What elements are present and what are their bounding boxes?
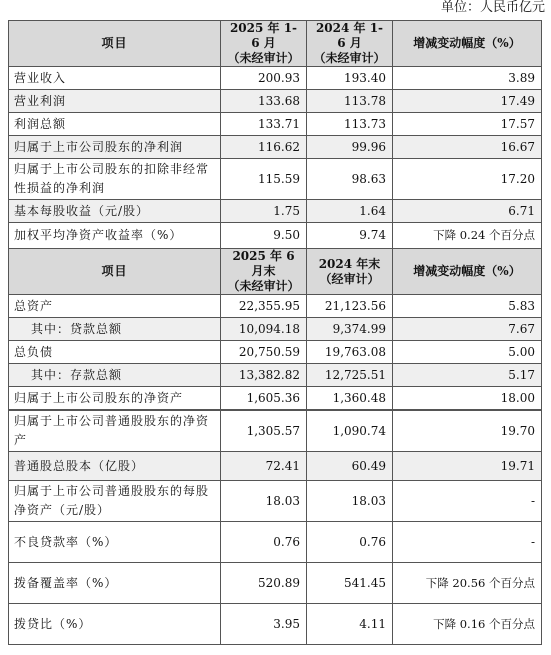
row-value-current: 13,382.82 bbox=[221, 364, 307, 387]
row-value-prior: 1.64 bbox=[307, 200, 393, 223]
financial-summary-table bbox=[8, 20, 542, 410]
row-label: 总负债 bbox=[9, 341, 221, 364]
row-label: 不良贷款率（%） bbox=[9, 522, 221, 563]
row-value-current: 10,094.18 bbox=[221, 318, 307, 341]
row-value-prior: 19,763.08 bbox=[307, 341, 393, 364]
row-value-current: 9.50 bbox=[221, 223, 307, 249]
table-row bbox=[9, 200, 542, 223]
header-item: 项目 bbox=[9, 249, 221, 295]
row-value-current: 3.95 bbox=[221, 604, 307, 645]
row-label: 拨备覆盖率（%） bbox=[9, 563, 221, 604]
row-value-current: 200.93 bbox=[221, 67, 307, 90]
row-change: 5.00 bbox=[393, 341, 542, 364]
header-col-2024end bbox=[307, 249, 393, 295]
row-value-prior: 1,090.74 bbox=[307, 411, 393, 452]
table-header-balance bbox=[9, 249, 542, 295]
row-change: 下降 0.24 个百分点 bbox=[393, 223, 542, 249]
table-row bbox=[9, 136, 542, 159]
row-value-prior: 193.40 bbox=[307, 67, 393, 90]
row-value-current: 1.75 bbox=[221, 200, 307, 223]
row-change: 3.89 bbox=[393, 67, 542, 90]
row-change: 19.70 bbox=[393, 411, 542, 452]
header-col-2025jun-audit: （未经审计） bbox=[227, 279, 300, 293]
row-change: - bbox=[393, 522, 542, 563]
row-value-prior: 541.45 bbox=[307, 563, 393, 604]
row-label: 归属于上市公司股东的净利润 bbox=[9, 136, 221, 159]
header-col-2024h1-audit: （未经审计） bbox=[313, 51, 386, 65]
table-row bbox=[9, 223, 542, 249]
row-label: 总资产 bbox=[9, 295, 221, 318]
table-row bbox=[9, 387, 542, 410]
header-col-2025jun-period: 2025 年 6 月末 bbox=[232, 249, 295, 278]
row-value-current: 22,355.95 bbox=[221, 295, 307, 318]
row-label: 拨贷比（%） bbox=[9, 604, 221, 645]
row-label: 普通股总股本（亿股） bbox=[9, 452, 221, 481]
row-label: 归属于上市公司股东的净资产 bbox=[9, 387, 221, 410]
row-value-prior: 0.76 bbox=[307, 522, 393, 563]
table-row bbox=[9, 318, 542, 341]
row-value-prior: 18.03 bbox=[307, 481, 393, 522]
table-row bbox=[9, 563, 542, 604]
row-value-prior: 4.11 bbox=[307, 604, 393, 645]
row-label: 营业利润 bbox=[9, 90, 221, 113]
table-row bbox=[9, 604, 542, 645]
table-row bbox=[9, 481, 542, 522]
header-change: 增减变动幅度（%） bbox=[393, 21, 542, 67]
table-row bbox=[9, 113, 542, 136]
row-label: 基本每股收益（元/股） bbox=[9, 200, 221, 223]
row-value-current: 115.59 bbox=[221, 159, 307, 200]
row-change: 17.57 bbox=[393, 113, 542, 136]
table-row bbox=[9, 341, 542, 364]
row-label: 归属于上市公司普通股股东的每股净资产（元/股） bbox=[9, 481, 221, 522]
row-value-current: 18.03 bbox=[221, 481, 307, 522]
row-label: 归属于上市公司股东的扣除非经常性损益的净利润 bbox=[9, 159, 221, 200]
row-value-prior: 21,123.56 bbox=[307, 295, 393, 318]
header-item: 项目 bbox=[9, 21, 221, 67]
row-value-prior: 98.63 bbox=[307, 159, 393, 200]
table-row bbox=[9, 67, 542, 90]
table-header-period bbox=[9, 21, 542, 67]
row-value-prior: 113.73 bbox=[307, 113, 393, 136]
table-row bbox=[9, 411, 542, 452]
row-label: 营业收入 bbox=[9, 67, 221, 90]
row-label: 其中：贷款总额 bbox=[9, 318, 221, 341]
header-col-2025h1-audit: （未经审计） bbox=[227, 51, 300, 65]
header-col-2024h1-period: 2024 年 1-6 月 bbox=[315, 21, 384, 50]
row-change: 7.67 bbox=[393, 318, 542, 341]
row-value-current: 72.41 bbox=[221, 452, 307, 481]
unit-label: 单位：人民币亿元 bbox=[440, 0, 545, 15]
row-value-current: 20,750.59 bbox=[221, 341, 307, 364]
row-change: 16.67 bbox=[393, 136, 542, 159]
row-value-prior: 113.78 bbox=[307, 90, 393, 113]
row-value-prior: 99.96 bbox=[307, 136, 393, 159]
row-change: 19.71 bbox=[393, 452, 542, 481]
row-value-prior: 1,360.48 bbox=[307, 387, 393, 410]
row-change: 5.83 bbox=[393, 295, 542, 318]
row-value-current: 1,605.36 bbox=[221, 387, 307, 410]
row-label: 归属于上市公司普通股股东的净资产 bbox=[9, 411, 221, 452]
row-change: 5.17 bbox=[393, 364, 542, 387]
row-value-prior: 60.49 bbox=[307, 452, 393, 481]
row-label: 其中：存款总额 bbox=[9, 364, 221, 387]
header-change: 增减变动幅度（%） bbox=[393, 249, 542, 295]
row-value-prior: 12,725.51 bbox=[307, 364, 393, 387]
header-col-2024end-audit: （经审计） bbox=[319, 271, 380, 286]
row-value-current: 133.71 bbox=[221, 113, 307, 136]
table-row bbox=[9, 364, 542, 387]
row-change: 17.20 bbox=[393, 159, 542, 200]
header-col-2024h1 bbox=[307, 21, 393, 67]
header-col-2025h1-period: 2025 年 1-6 月 bbox=[229, 21, 298, 50]
row-change: - bbox=[393, 481, 542, 522]
row-value-current: 116.62 bbox=[221, 136, 307, 159]
row-label: 利润总额 bbox=[9, 113, 221, 136]
row-value-prior: 9.74 bbox=[307, 223, 393, 249]
capital-quality-table bbox=[8, 410, 542, 645]
row-value-current: 0.76 bbox=[221, 522, 307, 563]
row-value-current: 1,305.57 bbox=[221, 411, 307, 452]
table-row bbox=[9, 522, 542, 563]
table-row bbox=[9, 295, 542, 318]
table-row bbox=[9, 90, 542, 113]
row-label: 加权平均净资产收益率（%） bbox=[9, 223, 221, 249]
header-col-2025jun bbox=[221, 249, 307, 295]
row-change: 下降 20.56 个百分点 bbox=[393, 563, 542, 604]
header-col-2024end-period: 2024 年末 bbox=[318, 256, 381, 271]
header-col-2025h1 bbox=[221, 21, 307, 67]
row-value-current: 133.68 bbox=[221, 90, 307, 113]
row-change: 17.49 bbox=[393, 90, 542, 113]
row-change: 6.71 bbox=[393, 200, 542, 223]
row-change: 18.00 bbox=[393, 387, 542, 410]
row-value-prior: 9,374.99 bbox=[307, 318, 393, 341]
row-value-current: 520.89 bbox=[221, 563, 307, 604]
row-change: 下降 0.16 个百分点 bbox=[393, 604, 542, 645]
table-row bbox=[9, 159, 542, 200]
table-row bbox=[9, 452, 542, 481]
